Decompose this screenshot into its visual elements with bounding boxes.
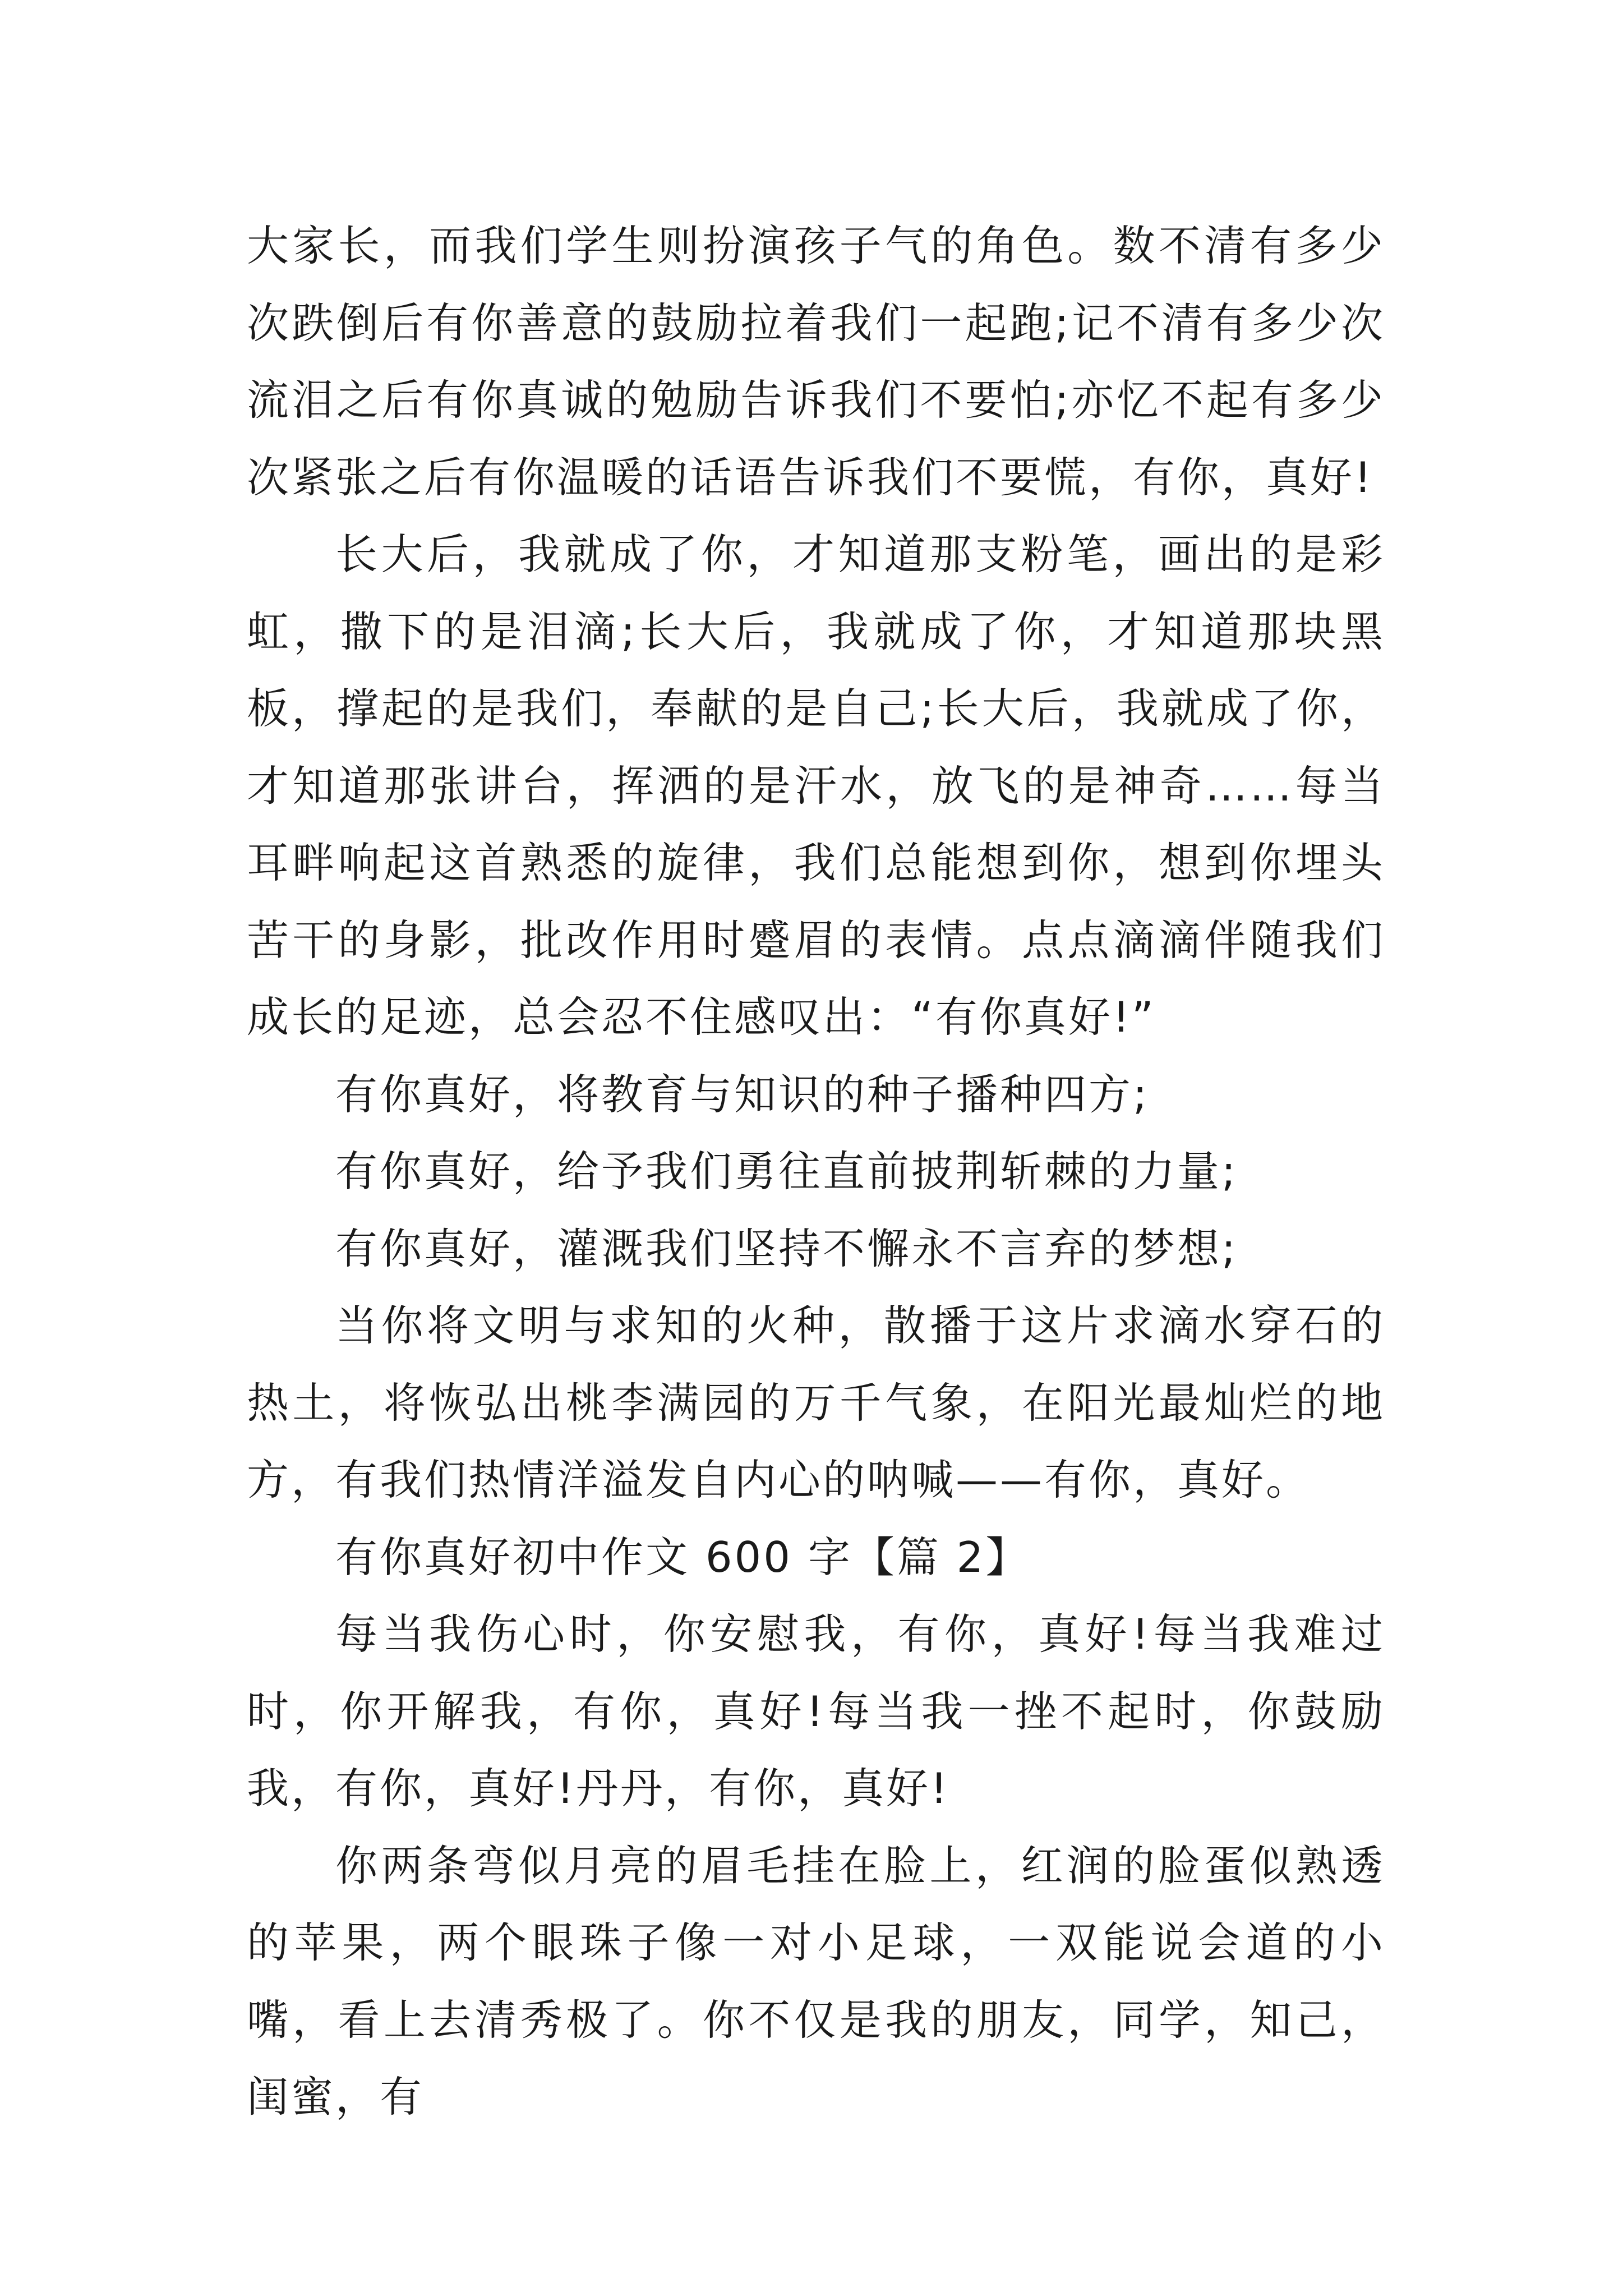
paragraph: 当你将文明与求知的火种，散播于这片求滴水穿石的热土，将恢弘出桃李满园的万千气象，在阳光最灿烂的地方，有我们热情洋溢发自内心的呐喊——有你，真好。 (247, 1301, 1385, 1504)
paragraph: 长大后，我就成了你，才知道那支粉笔，画出的是彩虹，撒下的是泪滴;长大后，我就成了你，才知道那块黑板，撑起的是我们，奉献的是自己;长大后，我就成了你，才知道那张讲台，挥洒的是汗水，放飞的是神奇……每当耳畔响起这首熟悉的旋律，我们总能想到你，想到你埋头苦干的身影，批改作用时蹙眉的表情。点点滴滴伴随我们成长的足迹，总会忍不住感叹出：“有你真好!” (247, 530, 1385, 1042)
paragraph: 有你真好，给予我们勇往直前披荆斩棘的力量; (335, 1147, 1238, 1196)
paragraph: 大家长，而我们学生则扮演孩子气的角色。数不清有多少次跌倒后有你善意的鼓励拉着我们一起跑;记不清有多少次流泪之后有你真诚的勉励告诉我们不要怕;亦忆不起有多少次紧张之后有你温暖的话语告诉我们不要慌，有你，真好! (247, 221, 1385, 502)
document-body (247, 208, 1385, 2136)
paragraph: 有你真好，将教育与知识的种子播种四方; (335, 1069, 1150, 1119)
paragraph: 有你真好，灌溉我们坚持不懈永不言弃的梦想; (335, 1223, 1238, 1273)
paragraph: 你两条弯似月亮的眉毛挂在脸上，红润的脸蛋似熟透的苹果，两个眼珠子像一对小足球，一双能说会道的小嘴，看上去清秀极了。你不仅是我的朋友，同学，知己，闺蜜，有 (247, 1841, 1385, 2122)
section-heading: 有你真好初中作文 600 字【篇 2】 (335, 1532, 1030, 1582)
paragraph: 每当我伤心时，你安慰我，有你，真好!每当我难过时，你开解我，有你，真好!每当我一挫不起时，你鼓励我，有你，真好!丹丹，有你，真好! (247, 1609, 1385, 1813)
